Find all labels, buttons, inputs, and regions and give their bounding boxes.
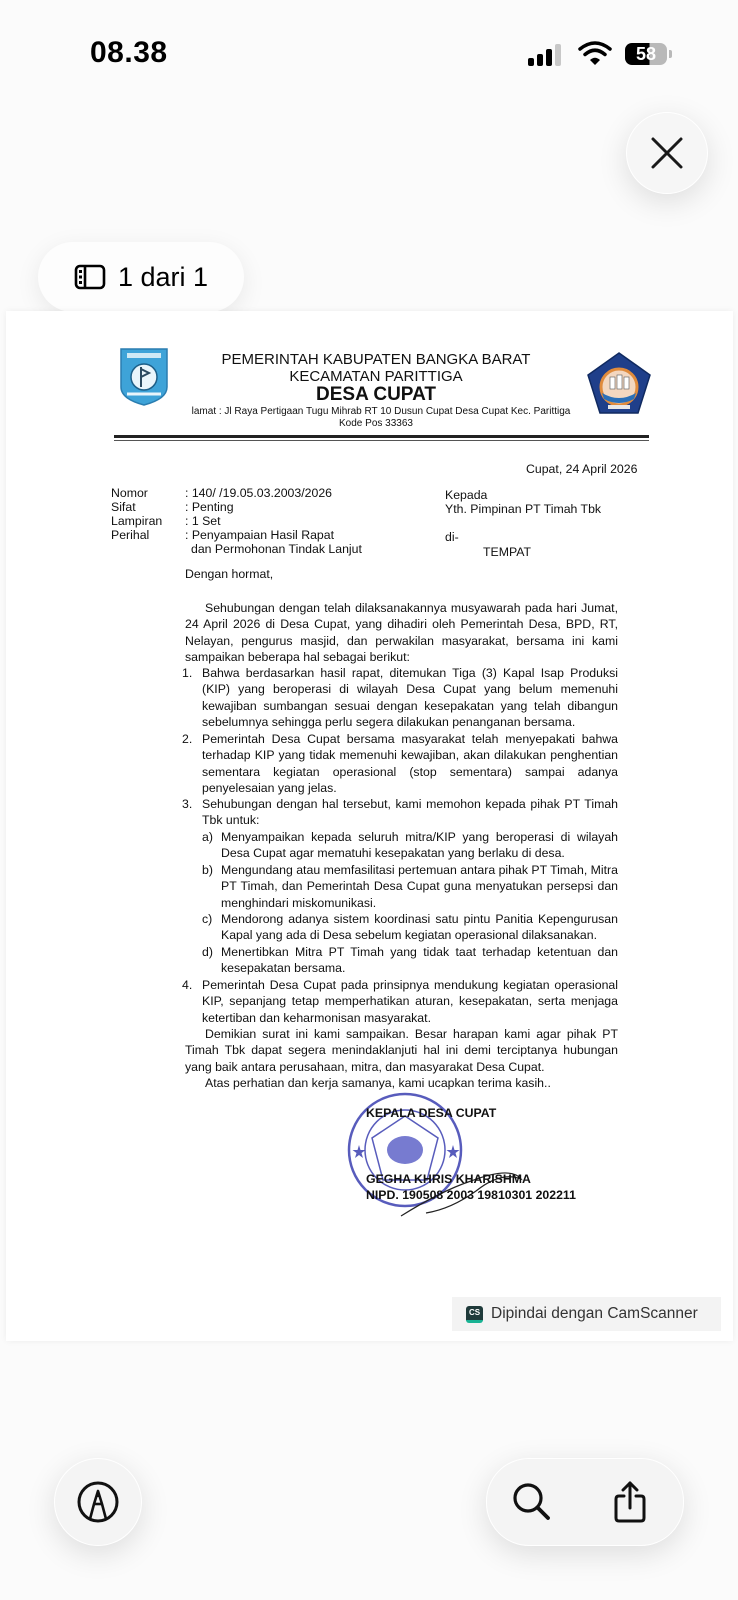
list-number: 4. xyxy=(182,978,193,992)
sublist-item xyxy=(202,911,618,944)
sublist-item xyxy=(202,829,618,862)
camscanner-icon: CS xyxy=(466,1306,483,1323)
sublist-letter: b) xyxy=(202,863,213,877)
sidebar-thumbnails-icon xyxy=(74,264,106,290)
meta-label: Sifat xyxy=(111,500,136,514)
list-text: Pemerintah Desa Cupat bersama masyarakat telah menyepakati bahwa terhadap KIP yang tidak memenuhi kewajiban, akan dilakukan penghentian sementara kegiatan operasional (stop sementara) sampai adanya penyelesaian yang jelas. xyxy=(202,732,618,795)
list-number: 2. xyxy=(182,732,193,746)
signatory-title: KEPALA DESA CUPAT xyxy=(366,1106,497,1120)
meta-label: Nomor xyxy=(111,486,148,500)
sublist-text: Mendorong adanya sistem koordinasi satu pintu Panitia Kepengurusan Kapal yang ada di Desa sebelum kegiatan operasional dilaksanakan. xyxy=(221,912,618,943)
search-button[interactable] xyxy=(509,1479,555,1525)
document-page xyxy=(6,311,733,1341)
meta-label: Lampiran xyxy=(111,514,163,528)
closing-paragraph: Demikian surat ini kami sampaikan. Besar harapan kami agar pihak PT Timah Tbk dapat segera menindaklanjuti hal ini demi terciptanya hubungan yang baik antara perusahaan, mitra, dan masyarakat Desa Cupat. xyxy=(185,1027,618,1074)
share-icon xyxy=(613,1480,647,1524)
page-counter-label: 1 dari 1 xyxy=(118,261,209,292)
letterhead-rule xyxy=(114,435,649,438)
recipient-di: di- xyxy=(445,530,459,544)
sublist-item xyxy=(202,944,618,977)
wifi-icon xyxy=(578,40,612,66)
salutation: Dengan hormat, xyxy=(185,567,274,581)
list-text: Bahwa berdasarkan hasil rapat, ditemukan Tiga (3) Kapal Isap Produksi (KIP) yang beroperasi di wilayah Desa Cupat yang belum memenuhi kewajiban sumbangan sesuai dengan kesepakatan yang telah dibangun sebelumnya sehingga perlu segera dilakukan penanganan bersama. xyxy=(202,666,618,729)
sublist-letter: a) xyxy=(202,830,213,844)
list-text: Sehubungan dengan hal tersebut, kami memohon kepada pihak PT Timah Tbk untuk: xyxy=(202,797,618,828)
status-time: 08.38 xyxy=(90,36,168,69)
sublist-text: Menyampaikan kepada seluruh mitra/KIP yang beroperasi di wilayah Desa Cupat agar mematuhi kesepakatan yang berlaku di desa. xyxy=(221,830,618,861)
sublist-letter: d) xyxy=(202,945,213,959)
battery-icon: 58 xyxy=(625,43,667,65)
sublist-text: Mengundang atau memfasilitasi pertemuan antara pihak PT Timah, Mitra PT Timah, dan Pemerintah Desa Cupat guna menyatukan persepsi dan menghindari miskomunikasi. xyxy=(221,863,618,910)
recipient-tempat: TEMPAT xyxy=(483,545,532,559)
sublist-letter: c) xyxy=(202,912,213,926)
list-item xyxy=(182,665,618,730)
list-number: 3. xyxy=(182,797,193,811)
sublist-text: Menertibkan Mitra PT Timah yang tidak taat terhadap ketentuan dan kesepakatan bersama. xyxy=(221,945,618,976)
meta-value: : Penting xyxy=(185,500,234,514)
letterhead-line1: PEMERINTAH KABUPATEN BANGKA BARAT xyxy=(221,351,531,368)
page-counter-button[interactable] xyxy=(38,242,244,312)
list-number: 1. xyxy=(182,666,193,680)
list-item xyxy=(182,977,618,1026)
close-icon xyxy=(650,136,684,170)
signatory-nipd: NIPD. 190508 2003 19810301 202211 xyxy=(366,1188,576,1202)
meta-value: : 140/ /19.05.03.2003/2026 xyxy=(185,486,333,500)
letterhead-rule-thin xyxy=(114,440,649,441)
close-button[interactable] xyxy=(626,112,708,194)
list-item xyxy=(182,731,618,796)
markup-button[interactable] xyxy=(54,1458,142,1546)
sublist-item xyxy=(202,862,618,911)
list-text: Pemerintah Desa Cupat pada prinsipnya mendukung kegiatan operasional KIP, sepanjang tetap memperhatikan aturan, kesepakatan, serta menjaga ketertiban dan keharmonisan masyarakat. xyxy=(202,978,618,1025)
meta-value-cont: dan Permohonan Tindak Lanjut xyxy=(191,542,362,556)
letterhead-title: DESA CUPAT xyxy=(316,384,436,405)
place-date: Cupat, 24 April 2026 xyxy=(526,462,638,476)
cellular-signal-icon xyxy=(528,44,568,66)
letterhead-postal: Kode Pos 33363 xyxy=(339,418,413,429)
signatory-name: GEGHA KHRIS KHARISHMA xyxy=(366,1172,531,1186)
recipient-kepada: Kepada xyxy=(445,488,488,502)
intro-paragraph: Sehubungan dengan telah dilaksanakannya musyawarah pada hari Jumat, 24 April 2026 di Desa Cupat, yang dihadiri oleh Pemerintah Desa, BPD, RT, Nelayan, pengurus masjid, dan perwakilan masyarakat, bersama ini kami sampaikan beberapa hal sebagai berikut: xyxy=(185,601,618,664)
meta-value: : 1 Set xyxy=(185,514,221,528)
markup-pen-icon xyxy=(76,1480,120,1524)
list-item xyxy=(182,796,618,829)
camscanner-watermark xyxy=(452,1297,721,1331)
recipient-name: Yth. Pimpinan PT Timah Tbk xyxy=(445,502,602,516)
closing-thanks: Atas perhatian dan kerja samanya, kami ucapkan terima kasih.. xyxy=(205,1076,551,1090)
letterhead-line2: KECAMATAN PARITTIGA xyxy=(289,368,463,385)
camscanner-label: Dipindai dengan CamScanner xyxy=(491,1305,698,1322)
meta-value: : Penyampaian Hasil Rapat xyxy=(185,528,335,542)
meta-label: Perihal xyxy=(111,528,150,542)
search-icon xyxy=(511,1481,553,1523)
letterhead-address: lamat : Jl Raya Pertigaan Tugu Mihrab RT 10 Dusun Cupat Desa Cupat Kec. Parittiga xyxy=(191,406,571,417)
battery-tip xyxy=(669,50,672,58)
toolbar-right-group xyxy=(486,1458,684,1546)
share-button[interactable] xyxy=(607,1477,653,1527)
